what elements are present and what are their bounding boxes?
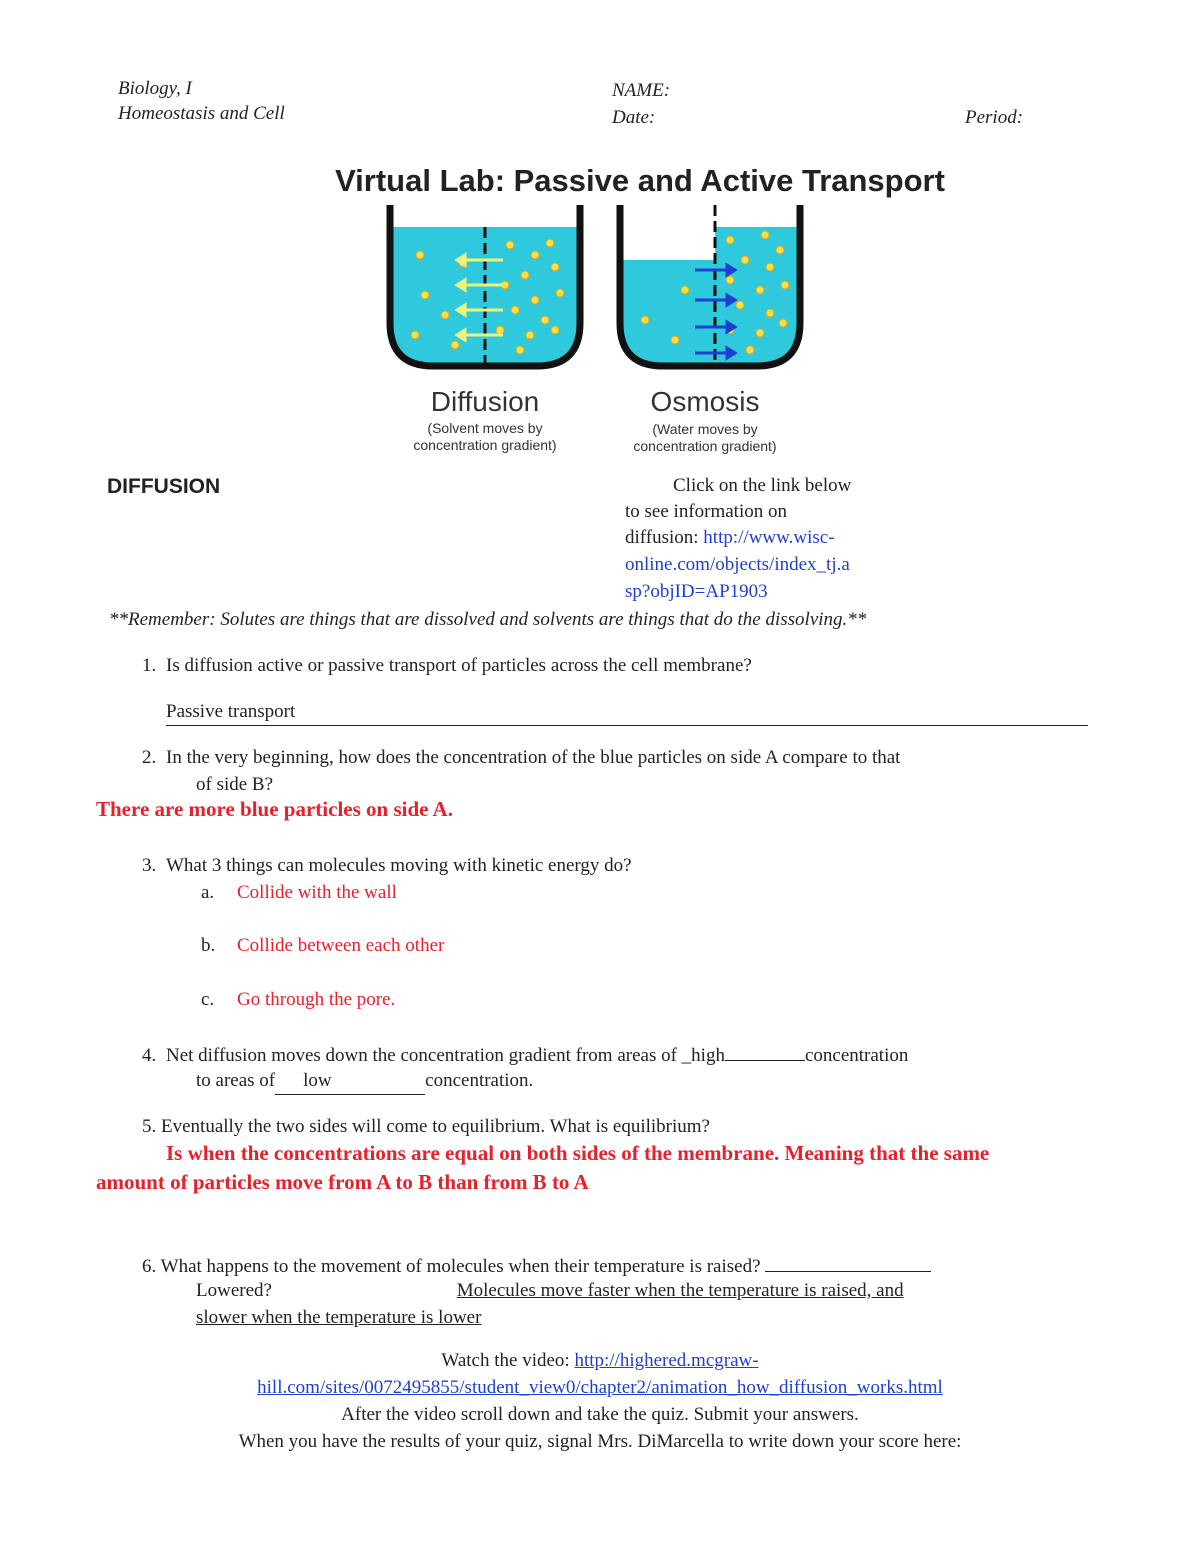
question-3-text: What 3 things can molecules moving with kinetic energy do? <box>166 855 632 876</box>
osmosis-caption-2: concentration gradient) <box>633 438 777 454</box>
answer-6-text-1: Molecules move faster when the temperature is raised, and <box>456 1280 904 1301</box>
question-6-lowered: Lowered? <box>196 1280 272 1301</box>
question-6-line-2 <box>196 1277 904 1304</box>
answer-5-line-2: amount of particles move from A to B than from B to A <box>96 1170 589 1194</box>
osmosis-beaker-illustration <box>620 205 800 366</box>
wisc-online-link-part-2[interactable]: online.com/objects/index_tj.a <box>625 554 850 575</box>
question-1-text: Is diffusion active or passive transport of particles across the cell membrane? <box>166 655 752 676</box>
question-2-number: 2. <box>142 747 157 768</box>
answer-3b <box>201 932 444 959</box>
question-3-number: 3. <box>142 855 157 876</box>
video-line-1 <box>0 1347 1200 1374</box>
answer-3b-text: Collide between each other <box>237 935 445 956</box>
header-date-label: Date: <box>612 107 656 128</box>
question-1-number: 1. <box>142 655 157 676</box>
wisc-online-link-part-1[interactable]: http://www.wisc- <box>703 527 835 548</box>
question-4-number: 4. <box>142 1045 157 1066</box>
section-heading-diffusion: DIFFUSION <box>107 475 221 498</box>
video-link-part-1[interactable]: http://highered.mcgraw- <box>574 1350 759 1371</box>
answer-3c-label: c. <box>201 989 215 1010</box>
answer-6-line-2: slower when the temperature is lower <box>196 1307 482 1328</box>
question-4-text-part-1: Net diffusion moves down the concentration gradient from areas of _high <box>166 1045 725 1066</box>
video-watch: Watch the video: <box>441 1350 570 1371</box>
header-period-label: Period: <box>965 107 1024 128</box>
video-link-part-2[interactable]: hill.com/sites/0072495855/student_view0/chapter2/animation_how_diffusion_works.html <box>257 1377 943 1398</box>
diffusion-label: Diffusion <box>430 386 540 417</box>
answer-2: There are more blue particles on side A. <box>96 797 453 821</box>
question-3 <box>142 852 632 879</box>
answer-6-line-1[interactable] <box>277 1280 904 1301</box>
link-intro-diffusion: diffusion: <box>625 527 699 548</box>
question-5: 5. Eventually the two sides will come to equilibrium. What is equilibrium? <box>142 1116 710 1137</box>
header-unit: Homeostasis and Cell <box>118 103 285 124</box>
question-4-line-2 <box>196 1067 533 1095</box>
question-4-text-part-4: concentration. <box>425 1070 534 1091</box>
diffusion-beaker-illustration <box>390 205 580 366</box>
osmosis-caption-1: (Water moves by <box>652 421 758 437</box>
answer-3a-label: a. <box>201 882 215 903</box>
question-2 <box>142 744 900 771</box>
header-course: Biology, I <box>118 78 192 99</box>
answer-4-blank-2[interactable] <box>275 1067 425 1095</box>
answer-4-low: low <box>303 1070 332 1091</box>
question-6-text: 6. What happens to the movement of molecules when their temperature is raised? <box>142 1256 761 1277</box>
question-1 <box>142 652 752 679</box>
reminder-note: **Remember: Solutes are things that are dissolved and solvents are things that do the dissolving.** <box>109 609 867 630</box>
answer-3c-text: Go through the pore. <box>237 989 396 1010</box>
question-4 <box>142 1040 908 1069</box>
page-title: Virtual Lab: Passive and Active Transport <box>335 163 945 198</box>
diffusion-caption-2: concentration gradient) <box>413 437 557 453</box>
question-2-text-line-1: In the very beginning, how does the concentration of the blue particles on side A compare to that <box>166 747 901 768</box>
video-after-instruction: After the video scroll down and take the quiz. Submit your answers. <box>341 1404 859 1425</box>
transport-figure <box>385 205 815 385</box>
wisc-online-link-part-3[interactable]: sp?objID=AP1903 <box>625 581 768 602</box>
osmosis-label: Osmosis <box>650 386 760 417</box>
answer-1: Passive transport <box>166 701 296 722</box>
question-4-text-part-3: to areas of <box>196 1070 276 1091</box>
answer-3c <box>201 986 395 1013</box>
question-2-text-line-2: of side B? <box>196 774 274 795</box>
header-name-label: NAME: <box>612 80 671 101</box>
link-intro-line-2: to see information on <box>625 501 787 522</box>
answer-3a-text: Collide with the wall <box>237 882 397 903</box>
link-intro-line-1: Click on the link below <box>673 475 852 496</box>
video-results-instruction: When you have the results of your quiz, signal Mrs. DiMarcella to write down your score here: <box>238 1431 962 1452</box>
answer-4-blank-1[interactable] <box>725 1040 805 1061</box>
answer-1-line[interactable] <box>166 698 1088 726</box>
answer-3a <box>201 879 397 906</box>
question-4-text-part-2: concentration <box>804 1045 909 1066</box>
link-intro-line-3 <box>625 524 835 551</box>
answer-6-blank-raised[interactable] <box>765 1251 931 1272</box>
diffusion-caption-1: (Solvent moves by <box>427 420 543 436</box>
answer-5-line-1: Is when the concentrations are equal on both sides of the membrane. Meaning that the same <box>166 1141 990 1165</box>
answer-3b-label: b. <box>201 935 216 956</box>
question-6 <box>142 1251 931 1280</box>
